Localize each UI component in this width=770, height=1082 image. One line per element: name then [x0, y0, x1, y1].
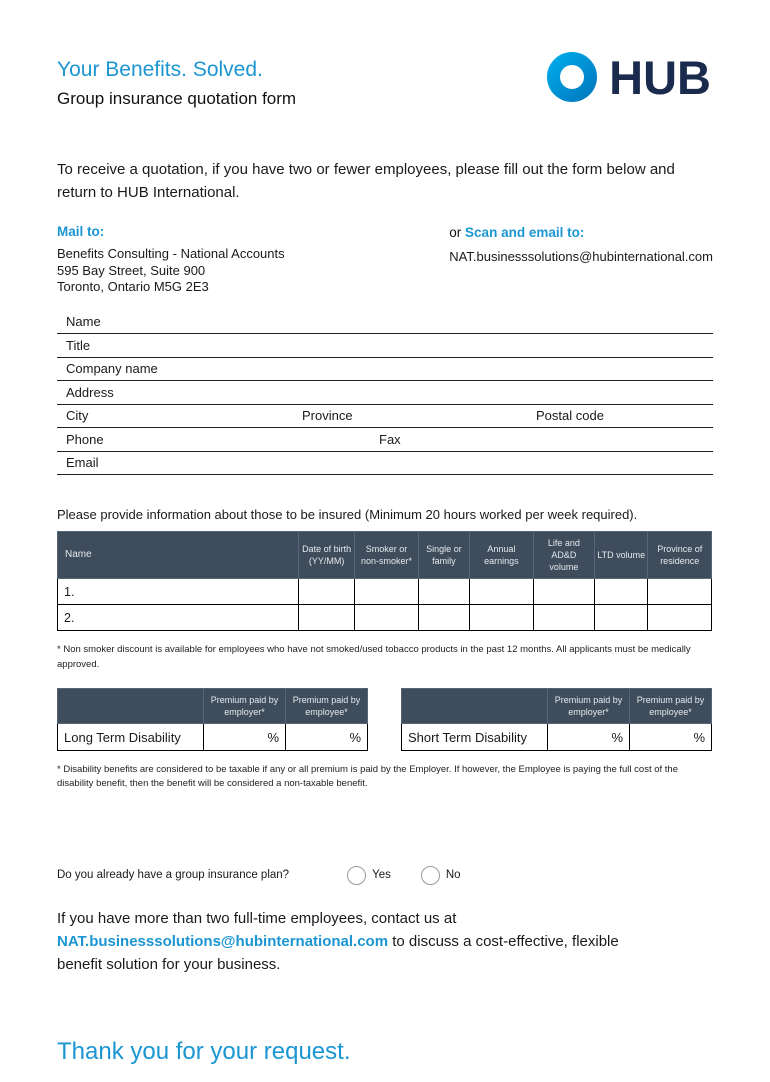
contact-fields	[57, 311, 713, 476]
email-field[interactable]	[57, 452, 713, 476]
col-header-single-family: Single or family	[418, 532, 469, 579]
insured-table	[57, 531, 712, 631]
std-col-employee: Premium paid by employee*	[630, 688, 712, 723]
address-field[interactable]	[57, 381, 713, 405]
insured-row-1	[58, 579, 712, 605]
std-employee-percent-field[interactable]: %	[630, 724, 712, 751]
insured-row-2-cell[interactable]	[648, 605, 712, 631]
company-name-field-label: Company name	[66, 361, 158, 376]
thank-you-message: Thank you for your request.	[57, 1038, 351, 1066]
province-field-label: Province	[302, 408, 353, 423]
ltd-col-employee: Premium paid by employee*	[286, 688, 368, 723]
city-province-postal-field[interactable]	[57, 405, 713, 429]
contact-email-link[interactable]: NAT.businesssolutions@hubinternational.com	[57, 932, 389, 950]
col-header-annual-earnings: Annual earnings	[470, 532, 534, 579]
ltd-employee-percent-field[interactable]: %	[286, 724, 368, 751]
disability-tables	[57, 688, 712, 751]
scan-email-address: NAT.businesssolutions@hubinternational.com	[449, 249, 713, 264]
contact-methods	[57, 224, 713, 296]
email-field-label: Email	[66, 455, 99, 470]
ltd-table-header-row	[58, 688, 368, 723]
col-header-smoker: Smoker or non-smoker*	[355, 532, 419, 579]
mail-to-block	[57, 224, 449, 296]
mail-address-line: Toronto, Ontario M5G 2E3	[57, 279, 209, 294]
scan-email-block	[449, 224, 713, 296]
std-employer-percent-field[interactable]: %	[548, 724, 630, 751]
std-table	[401, 688, 712, 751]
insured-section	[57, 507, 713, 631]
yes-radio[interactable]	[347, 866, 366, 885]
insured-row-1-cell[interactable]	[470, 579, 534, 605]
city-field-label: City	[66, 408, 89, 423]
ltd-row	[58, 724, 368, 751]
page-subtitle: Group insurance quotation form	[57, 89, 297, 108]
insured-row-1-cell[interactable]	[418, 579, 469, 605]
smoker-footnote: * Non smoker discount is available for employees who have not smoked/used tobacco products in the past 12 months. All applicants must be medically approved.	[57, 644, 691, 670]
header-titles	[57, 58, 296, 109]
ltd-table	[57, 688, 368, 751]
title-field-label: Title	[66, 337, 91, 353]
insured-row-1-cell[interactable]	[298, 579, 354, 605]
insured-row-1-cell[interactable]	[595, 579, 648, 605]
col-header-date-of-birth: Date of birth (YY/MM)	[298, 532, 354, 579]
hub-logo-text: HUB	[609, 50, 711, 104]
mail-address	[57, 246, 449, 296]
std-header-spacer	[402, 688, 548, 723]
fax-field-label: Fax	[379, 431, 401, 447]
scan-email-label: Scan and email to:	[465, 225, 585, 240]
insured-instruction: Please provide information about those to be insured (Minimum 20 hours worked per week required).	[57, 507, 638, 522]
insured-row-2-cell[interactable]	[418, 605, 469, 631]
col-header-life-add-volume: Life and AD&D volume	[533, 532, 595, 579]
insured-row-2-number[interactable]: 2.	[58, 605, 299, 631]
no-radio-label: No	[445, 869, 461, 882]
page-header	[57, 50, 713, 109]
page-title: Your Benefits. Solved.	[57, 58, 263, 81]
insured-row-1-number[interactable]: 1.	[58, 579, 299, 605]
insured-row-2-cell[interactable]	[470, 605, 534, 631]
closing-text-2: to discuss a cost-effective, flexible benefit solution for your business.	[57, 932, 619, 974]
ltd-header-spacer	[58, 688, 204, 723]
hub-ring-icon	[547, 52, 597, 102]
phone-fax-field[interactable]	[57, 428, 713, 452]
scan-email-label-row	[449, 224, 713, 242]
insured-row-2-cell[interactable]	[595, 605, 648, 631]
closing-text-1: If you have more than two full-time employees, contact us at	[57, 909, 457, 927]
closing-paragraph	[57, 907, 657, 977]
insured-row-1-cell[interactable]	[648, 579, 712, 605]
hub-logo	[547, 52, 711, 102]
ltd-col-employer: Premium paid by employer*	[204, 688, 286, 723]
std-label: Short Term Disability	[402, 724, 548, 751]
disability-footnote: * Disability benefits are considered to be taxable if any or all premium is paid by the Employer. If however, the Employee is paying the full cost of the disability benefit, then the benefit will be considered a non-taxable benefit.	[57, 764, 678, 790]
std-col-employer: Premium paid by employer*	[548, 688, 630, 723]
col-header-province-residence: Province of residence	[648, 532, 712, 579]
name-field[interactable]	[57, 311, 713, 335]
no-radio[interactable]	[421, 866, 440, 885]
company-name-field[interactable]	[57, 358, 713, 382]
insured-row-1-cell[interactable]	[533, 579, 595, 605]
insured-row-2	[58, 605, 712, 631]
ltd-label: Long Term Disability	[58, 724, 204, 751]
group-plan-question	[57, 866, 713, 885]
col-header-name: Name	[58, 532, 299, 579]
mail-address-line: 595 Bay Street, Suite 900	[57, 262, 206, 278]
phone-field-label: Phone	[66, 431, 104, 447]
mail-to-label: Mail to:	[57, 224, 105, 239]
intro-paragraph: To receive a quotation, if you have two or fewer employees, please fill out the form below and return to HUB International.	[57, 161, 675, 201]
std-table-header-row	[402, 688, 712, 723]
yes-radio-label: Yes	[372, 869, 391, 882]
postal-code-field-label: Postal code	[536, 408, 604, 423]
insured-row-2-cell[interactable]	[298, 605, 354, 631]
address-field-label: Address	[66, 384, 114, 400]
title-field[interactable]	[57, 334, 713, 358]
insured-row-1-cell[interactable]	[355, 579, 419, 605]
group-plan-question-text: Do you already have a group insurance plan?	[57, 869, 290, 882]
col-header-ltd-volume: LTD volume	[595, 532, 648, 579]
ltd-employer-percent-field[interactable]: %	[204, 724, 286, 751]
scan-email-prefix: or	[449, 225, 466, 240]
quotation-form-page	[0, 50, 770, 1082]
name-field-label: Name	[66, 314, 101, 329]
insured-row-2-cell[interactable]	[355, 605, 419, 631]
mail-address-line: Benefits Consulting - National Accounts	[57, 246, 285, 261]
insured-row-2-cell[interactable]	[533, 605, 595, 631]
insured-table-header-row	[58, 532, 712, 579]
std-row	[402, 724, 712, 751]
